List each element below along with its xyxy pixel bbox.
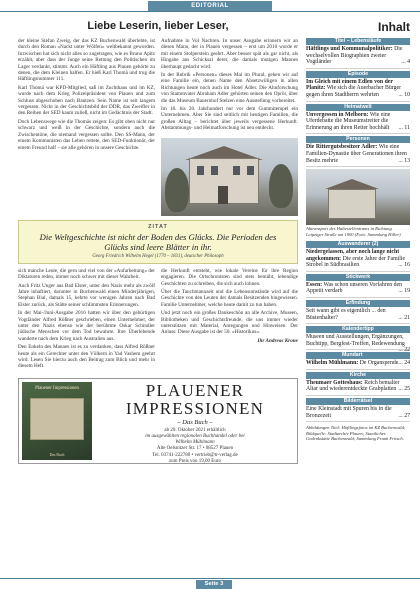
toc-entry-text: Museen und Ausstellungen, Ergänzungen, Buchtipp, Bergfest-Treffen, Redewendung [306, 334, 405, 347]
toc-entry[interactable] [306, 379, 410, 396]
toc-entry-title: Theumaer Gotteshaus: [306, 379, 363, 386]
table-of-contents [306, 18, 410, 443]
toc-entry[interactable] [306, 359, 410, 370]
toc-entry[interactable] [306, 248, 410, 272]
ad-contact: Tel. 03741-222780 • vertrieb@tr-verlag.de [152, 452, 238, 458]
toc-entry-text: Wie eine Familien-Dynastie über Generationen ihren Besitz mehrte [306, 144, 407, 164]
toc-section-heading: Heimatwelt [306, 104, 410, 111]
book-advertisement [18, 378, 298, 464]
toc-entry-page: ... 22 [398, 347, 410, 354]
toc-entry-page: ... 10 [398, 91, 410, 98]
toc-entry-title: Häftlings und Kommunalpolitiker: [306, 46, 393, 52]
editorial-lower [18, 268, 298, 372]
toc-entry[interactable] [306, 143, 410, 167]
ad-line: ab 20. Oktober 2021 erhältlich [164, 427, 226, 433]
toc-entry[interactable] [306, 281, 410, 298]
ad-address: Alte Oelsnitzer Str. 17 • 08527 Plauen [156, 446, 234, 452]
editorial-column-3 [18, 268, 155, 372]
house-window [233, 166, 240, 175]
toc-entry-text: Die wechselvollen Biographien zweier Vogtländer [306, 46, 403, 66]
toc-footer-note: Abbildungen Titel: Häftlingsfotos im KZ Buchenwald; Bildquelle: Stadtarchiv Plauen; Staatliches Gedenkstätte Buchenwald; Sammlung Frank Fritsch. [306, 425, 406, 442]
ad-text [96, 380, 294, 464]
toc-entry-page: ... 24 [398, 360, 410, 367]
editorial-headline: Liebe Leserin, lieber Leser, [87, 20, 229, 32]
top-bar [0, 0, 420, 12]
toc-entry-text: Reich bemalter Altar und wiederentdeckte Grabplatten [306, 379, 400, 393]
quote-label: ZITAT [148, 223, 168, 230]
house-window [211, 166, 218, 175]
toc-entry[interactable] [306, 78, 410, 102]
paragraph: Über die Tauchmannzeit und die Lebensumstände wird auf die Geschichte von den Leuten der damals Besitzenden hingewiesen. Familie Unternehmer, welche heute damit zu tun haben. [161, 288, 298, 308]
quote-text: Die Weltgeschichte ist nicht der Boden des Glücks. Die Perioden des Glücks sind leere Blätter in ihr. [39, 231, 277, 252]
house-facade [328, 189, 376, 219]
toc-section-heading: Titel – Lebensläufe [306, 38, 410, 45]
toc-title: Inhalt [378, 20, 410, 34]
house-window [247, 166, 254, 175]
tree [269, 164, 293, 208]
editorial-upper [18, 38, 298, 216]
toc-section-heading: Stickwerk [306, 274, 410, 281]
quote-box [18, 220, 298, 264]
toc-entry[interactable] [306, 307, 410, 324]
ad-title-line-2: IMPRESSIONEN [125, 398, 265, 418]
paragraph: Im 18. bis 20. Jahrhundert nur vor dem Gummitempel ein Unternehmen. Aber Sie sind seitlich mit heutigen Familien, die großen Alltag – berichtet über jeweils vergessene Herkunft. Abstammungs- und Heimatforschung ist neu entdeckt. [161, 106, 298, 132]
toc-entry-page: ... 16 [398, 262, 410, 269]
ad-line-italic: im ausgewählten regionalen Buchhandel oder bei [145, 433, 245, 439]
book-cover-subtitle: Das Buch [49, 452, 65, 457]
house-roof [325, 179, 379, 189]
bottom-bar [0, 578, 420, 589]
toc-entry-page: ... 13 [398, 157, 410, 164]
toc-entry[interactable] [306, 405, 410, 422]
toc-entry-page: ... 27 [398, 412, 410, 419]
editorial-column-1 [18, 38, 155, 216]
paragraph: sich manche Leute, die gern und viel von der »Aufarbeitung« der Diktaturen reden, immer noch schwer mit dieser Wahrheit. [18, 267, 155, 281]
toc-entry[interactable] [306, 111, 410, 135]
toc-entry-text: Seit wann gibt es eigentlich ... den Büstenhalter? [306, 307, 386, 321]
ad-subtitle: – Das Buch – [177, 418, 213, 426]
toc-photo [306, 169, 410, 225]
toc-entry-page: ... 19 [398, 288, 410, 295]
toc-entry-title: Essen: [306, 281, 323, 288]
paragraph: Den Enkeln des Mannes ist es zu verdanken, dass Alfred Rößner heute als ein Gerechter unter den Völkern in Yad Vashem geehrt wird. Lesen Sie hierzu auch den Beitrag zum Blick und mehr in diesem Heft. [18, 344, 155, 370]
paragraph: der kleine Stefan Zweig, der das KZ Buchenwald überlebte, ist durch den Roman »Nackt unter Wölfen« weltbekannt geworden. Inzwischen hat sich nicht alles so zugetragen, wie es Bruno Apitz erzählt, aber dass der Junge seine Rettung den Politischen im Lager verdankt, stimmt. Auch ein Häftling aus Plauen gehörte zu denen, die dem Kleinen halfen. Er hieß Karl Thomä und trug die Häftlingsnummer 111. [18, 38, 155, 83]
toc-entry-page: ... 11 [398, 124, 410, 131]
toc-entry[interactable] [306, 45, 410, 69]
editorial-column-2 [161, 38, 298, 216]
ad-publisher: Wilhelm Mühlmann [175, 440, 215, 446]
quote-source: Georg Friedrich Wilhelm Hegel (1770 – 1831), deutscher Philosoph [92, 253, 224, 259]
toc-entry-text: Was schon unseren Vorfahren den Appetit verdarb [306, 281, 402, 295]
toc-entry-title: Wilhelm Mühlmann: [306, 360, 359, 367]
toc-section-heading: Auswanderer (2) [306, 241, 410, 248]
paragraph: In der Rubrik »Personen« dieses Mal im Plural, gehen wir auf eine Familie ein, denen Name den Absetzwilligen in allen Richtungen heute noch auch im Hotel Adler. Die Ahnforschung von Stammvater Abraham Adler gehörten seinen den Oprör, über die das Museum Bauernhof Stelzen eine Ausstellung vorbereitet. [161, 72, 298, 104]
toc-section-heading: Erfindung [306, 300, 410, 307]
toc-entry[interactable] [306, 333, 410, 354]
toc-entry-text: Wie sich die Auerbacher Bürger gegen ihren Stadtherrn wehrten [306, 85, 402, 98]
book-cover-image [30, 398, 84, 440]
house-door [218, 186, 228, 204]
paragraph: die Herkunft entsteht, wie lokale Vereine für ihre Region engagieren. Die Ortschronisten sind stets bemüht, lebendige Geschichten zu schreiben, die sich auch lohnen. [161, 267, 298, 287]
paragraph: Doch Lebenswege wie die Thomäs zeigen: Es gibt oben nicht nur schwarz und weiß in der Geschichte, sondern auch die Zwischentöne, die niemand vergessen sollte. Den SS-Mann, der einem Kommunisten das Leben rettete, den SED-Funktionär, der einem Freund half – sie alle gehören in unsere Geschichte. [18, 118, 155, 151]
toc-entry-text: Wie eine Uferdebatte die Museumstreiter die Erinnerung an ihren Retter hochhält [306, 111, 391, 131]
paragraph: Aufnahme in Vol Nachren. In unser Ausgabe erinnern wir an diesen Mann, der in Plauen vergessen – erst um 2010 wurde er mit einem Stolperstein geehrt. Aber besser spät als gar nicht, als Hingabe ans Schicksal derer, die damals mutigen Mannes überhaupt gedacht wird. [161, 38, 298, 70]
editorial-column-4 [161, 268, 298, 372]
paragraph: Und jetzt noch ein großes Dankeschön an alle Archive, Museen, Bibliotheken und Geschichtsfreunde, die uns immer wieder unterstützen mit Material, Anregungen und Hinweisen. Der Anlass: Diese Ausgabe ist der 50. »Historikus«. [161, 310, 298, 336]
toc-entry-text: Eine Kleinstadt mit Spuren bis in die Bronzezeit [306, 406, 392, 419]
tree [165, 168, 189, 212]
toc-photo-caption: Abtransport des Haltestellentrams in Richtung Leipziger Straße um 1900 (Foto: Sammlung Hiller) [306, 226, 401, 237]
paragraph: Karl Thomä war KPD-Mitglied, saß im Zuchthaus und im KZ, wurde nach dem Krieg Polizeipräsident von Plauen und zum Schluss abgeschoben nach Bautzen. Sein Name ist seit langem vergessen. Nicht in der Geschichtsbild der DDR, das Zweifler in den Reihen der SED kaum zuließ, nicht im Gedächtnis der Stadt. [18, 84, 155, 117]
page-number: Seite 3 [196, 580, 232, 589]
toc-entry-title: Die Rittergutsbesitzer Adler: [306, 144, 378, 151]
toc-entry-text: Die erste Jahre der Familie Strobel in Südbrasilien [306, 255, 406, 269]
toc-section-heading: Bilderrätsel [306, 398, 410, 405]
toc-section-heading: Kalendertipp [306, 326, 410, 333]
toc-section-heading: Personen [306, 136, 410, 143]
toc-entry-text: De Organspende [359, 360, 399, 367]
toc-entry-title: Unvergessen in Melborn: [306, 111, 369, 118]
toc-section-heading: Kirche [306, 372, 410, 379]
toc-section-heading: Episode [306, 71, 410, 78]
toc-list [306, 38, 410, 443]
ad-title-line-1: PLAUENER [145, 380, 245, 400]
house-window [197, 166, 204, 175]
toc-entry-page: ... 21 [398, 314, 410, 321]
book-cover [22, 382, 92, 460]
house-photo [161, 138, 298, 216]
toc-entry-page: ... 25 [398, 386, 410, 393]
toc-entry-title: Niedergelassen, aber noch lange nicht angekommen: [306, 248, 400, 262]
book-cover-title: Plauener Impressionen [35, 385, 79, 391]
section-label: EDITORIAL [148, 1, 272, 11]
ad-price: zum Preis von 19,00 Euro [168, 458, 222, 464]
editorial-signature: Ihr Andreas Krone [257, 337, 298, 344]
toc-entry-title: Im Gleich mit einem Edlen von der Planitz: [306, 78, 393, 92]
editorial-area [18, 18, 298, 464]
toc-entry-page: ... 4 [401, 59, 410, 66]
paragraph: In der Mai-/Juni-Ausgabe 2016 hatten wir über den gebürtigen Vogtländer Alfred Rößner geschrieben, einen Unternehmer, der unter den Nazis ebenso wie der berühmte Oskar Schindler jüdische Menschen vor dem Tod bewahrte. Ihre Überlebende wanderte nach dem Krieg nach Australien aus. [18, 310, 155, 342]
paragraph: Auch Fritz Unger aus Bad Elster, unter den Nazis mehr als zwölf Jahre inhaftiert, darunter in Buchenwald einen Minderjährigen, Stephan Bial, damals 15, kehrte vor wenigen Jahren nach Bad Elster zurück, als Stätte seiner schlimmsten Erinnerungen. [18, 282, 155, 308]
toc-section-heading: Mundart [306, 352, 410, 359]
